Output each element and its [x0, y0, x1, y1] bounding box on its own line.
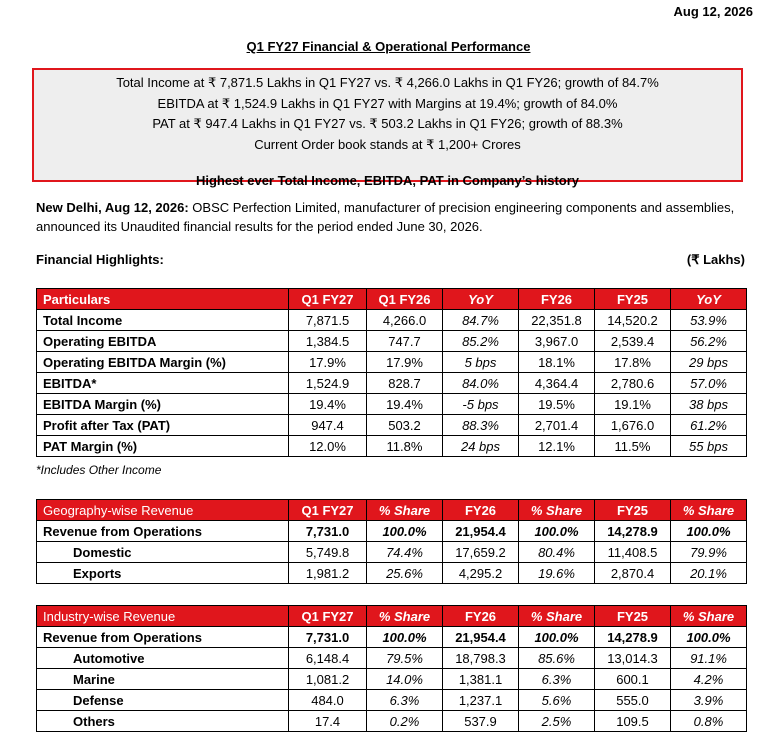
- intro-lead: New Delhi, Aug 12, 2026:: [36, 200, 189, 215]
- table-cell: 2.5%: [519, 711, 595, 732]
- column-header: Q1 FY27: [289, 500, 367, 521]
- table-cell: 100.0%: [367, 627, 443, 648]
- table-cell: 18,798.3: [443, 648, 519, 669]
- highlights-box: [32, 68, 743, 188]
- table-cell: 11.5%: [595, 436, 671, 457]
- row-label: Profit after Tax (PAT): [37, 415, 289, 436]
- table-cell: 25.6%: [367, 563, 443, 584]
- row-label: Marine: [37, 669, 289, 690]
- table-cell: 4.2%: [671, 669, 747, 690]
- financial-table: [36, 288, 747, 457]
- table-cell: 484.0: [289, 690, 367, 711]
- table-cell: 88.3%: [443, 415, 519, 436]
- highlight-line: Total Income at ₹ 7,871.5 Lakhs in Q1 FY27 vs. ₹ 4,266.0 Lakhs in Q1 FY26; growth of 84.7%: [116, 75, 659, 90]
- table-row: [37, 394, 747, 415]
- highlight-line: EBITDA at ₹ 1,524.9 Lakhs in Q1 FY27 with Margins at 19.4%; growth of 84.0%: [157, 95, 618, 111]
- column-header: FY26: [443, 606, 519, 627]
- table-cell: 29 bps: [671, 352, 747, 373]
- row-label: Automotive: [37, 648, 289, 669]
- row-label: Revenue from Operations: [37, 521, 289, 542]
- table-cell: 100.0%: [519, 627, 595, 648]
- table-cell: 20.1%: [671, 563, 747, 584]
- table-cell: 57.0%: [671, 373, 747, 394]
- table-cell: 61.2%: [671, 415, 747, 436]
- row-label: Defense: [37, 690, 289, 711]
- table-cell: 7,731.0: [289, 627, 367, 648]
- table-cell: 80.4%: [519, 542, 595, 563]
- row-label: Exports: [37, 563, 289, 584]
- column-header: FY26: [519, 289, 595, 310]
- table-row: [37, 711, 747, 732]
- table-row: [37, 542, 747, 563]
- column-header: % Share: [671, 606, 747, 627]
- column-header: % Share: [519, 606, 595, 627]
- table-cell: 21,954.4: [443, 627, 519, 648]
- table-cell: 19.4%: [289, 394, 367, 415]
- table-cell: 19.6%: [519, 563, 595, 584]
- table-cell: 109.5: [595, 711, 671, 732]
- table-row: [37, 352, 747, 373]
- column-header: % Share: [367, 606, 443, 627]
- column-header: Q1 FY27: [289, 606, 367, 627]
- table-cell: 85.2%: [443, 331, 519, 352]
- table-cell: 2,539.4: [595, 331, 671, 352]
- column-header: Geography-wise Revenue: [37, 500, 289, 521]
- column-header: YoY: [671, 289, 747, 310]
- column-header: % Share: [519, 500, 595, 521]
- table-cell: 6,148.4: [289, 648, 367, 669]
- highlight-bold-line: Highest ever Total Income, EBITDA, PAT in Company’s history: [195, 173, 580, 188]
- table-cell: 19.4%: [367, 394, 443, 415]
- table-cell: 1,381.1: [443, 669, 519, 690]
- table-cell: 17,659.2: [443, 542, 519, 563]
- table-row: [37, 331, 747, 352]
- table-cell: 0.2%: [367, 711, 443, 732]
- row-label: Operating EBITDA Margin (%): [37, 352, 289, 373]
- table-cell: 13,014.3: [595, 648, 671, 669]
- table-cell: 17.9%: [289, 352, 367, 373]
- table-cell: -5 bps: [443, 394, 519, 415]
- column-header: Particulars: [37, 289, 289, 310]
- table-cell: 4,364.4: [519, 373, 595, 394]
- table-cell: 56.2%: [671, 331, 747, 352]
- table-row: [37, 373, 747, 394]
- column-header: FY26: [443, 500, 519, 521]
- table-cell: 828.7: [367, 373, 443, 394]
- column-header: Industry-wise Revenue: [37, 606, 289, 627]
- table-cell: 17.9%: [367, 352, 443, 373]
- column-header: FY25: [595, 289, 671, 310]
- row-label: Revenue from Operations: [37, 627, 289, 648]
- table-cell: 12.1%: [519, 436, 595, 457]
- row-label: Domestic: [37, 542, 289, 563]
- table-cell: 74.4%: [367, 542, 443, 563]
- table-cell: 1,981.2: [289, 563, 367, 584]
- intro-text: OBSC Perfection Limited, manufacturer of precision engineering components and assemblies, announced its Unaudited financial results for the period ended June 30, 2026.: [36, 200, 735, 234]
- industry-table: [36, 605, 747, 732]
- table-cell: 84.7%: [443, 310, 519, 331]
- highlight-line: PAT at ₹ 947.4 Lakhs in Q1 FY27 vs. ₹ 503.2 Lakhs in Q1 FY26; growth of 88.3%: [152, 116, 623, 131]
- table-cell: 14,278.9: [595, 521, 671, 542]
- table-cell: 17.8%: [595, 352, 671, 373]
- table-cell: 1,676.0: [595, 415, 671, 436]
- table-cell: 747.7: [367, 331, 443, 352]
- unit-label: (₹ Lakhs): [686, 252, 745, 267]
- table-cell: 5.6%: [519, 690, 595, 711]
- table-cell: 6.3%: [367, 690, 443, 711]
- table-header-row: [37, 289, 747, 310]
- document-date: Aug 12, 2026: [673, 4, 753, 19]
- table-cell: 85.6%: [519, 648, 595, 669]
- table-cell: 7,731.0: [289, 521, 367, 542]
- table-cell: 18.1%: [519, 352, 595, 373]
- row-label: EBITDA Margin (%): [37, 394, 289, 415]
- table-cell: 24 bps: [443, 436, 519, 457]
- table-cell: 537.9: [443, 711, 519, 732]
- table-cell: 100.0%: [367, 521, 443, 542]
- financial-highlights-label: Financial Highlights:: [36, 252, 164, 267]
- table-cell: 100.0%: [671, 521, 747, 542]
- table-row: [37, 310, 747, 331]
- table-row: [37, 690, 747, 711]
- table-cell: 17.4: [289, 711, 367, 732]
- table-row: [37, 627, 747, 648]
- table-header-row: [37, 606, 747, 627]
- table-cell: 3,967.0: [519, 331, 595, 352]
- table-cell: 79.9%: [671, 542, 747, 563]
- table-cell: 100.0%: [519, 521, 595, 542]
- row-label: Others: [37, 711, 289, 732]
- document-title: Q1 FY27 Financial & Operational Performance: [246, 39, 531, 54]
- table-cell: 6.3%: [519, 669, 595, 690]
- geography-table: [36, 499, 747, 584]
- table-cell: 12.0%: [289, 436, 367, 457]
- table-row: [37, 563, 747, 584]
- table-cell: 84.0%: [443, 373, 519, 394]
- row-label: EBITDA*: [37, 373, 289, 394]
- table-cell: 503.2: [367, 415, 443, 436]
- table-row: [37, 415, 747, 436]
- table-cell: 19.5%: [519, 394, 595, 415]
- column-header: Q1 FY27: [289, 289, 367, 310]
- table-cell: 1,524.9: [289, 373, 367, 394]
- table-cell: 2,780.6: [595, 373, 671, 394]
- table-cell: 21,954.4: [443, 521, 519, 542]
- table-cell: 4,266.0: [367, 310, 443, 331]
- row-label: Total Income: [37, 310, 289, 331]
- table-row: [37, 521, 747, 542]
- table-cell: 555.0: [595, 690, 671, 711]
- row-label: Operating EBITDA: [37, 331, 289, 352]
- table-cell: 91.1%: [671, 648, 747, 669]
- column-header: YoY: [443, 289, 519, 310]
- table-header-row: [37, 500, 747, 521]
- column-header: % Share: [367, 500, 443, 521]
- table-cell: 100.0%: [671, 627, 747, 648]
- table-cell: 14,278.9: [595, 627, 671, 648]
- table-cell: 947.4: [289, 415, 367, 436]
- table-row: [37, 669, 747, 690]
- column-header: FY25: [595, 606, 671, 627]
- footnote: *Includes Other Income: [36, 463, 162, 477]
- table-row: [37, 436, 747, 457]
- table-cell: 14.0%: [367, 669, 443, 690]
- table-cell: 55 bps: [671, 436, 747, 457]
- table-cell: 11,408.5: [595, 542, 671, 563]
- table-cell: 19.1%: [595, 394, 671, 415]
- table-cell: 5,749.8: [289, 542, 367, 563]
- table-cell: 2,870.4: [595, 563, 671, 584]
- table-cell: 4,295.2: [443, 563, 519, 584]
- table-cell: 38 bps: [671, 394, 747, 415]
- table-cell: 14,520.2: [595, 310, 671, 331]
- table-cell: 79.5%: [367, 648, 443, 669]
- table-cell: 0.8%: [671, 711, 747, 732]
- table-cell: 600.1: [595, 669, 671, 690]
- table-cell: 7,871.5: [289, 310, 367, 331]
- column-header: Q1 FY26: [367, 289, 443, 310]
- table-cell: 11.8%: [367, 436, 443, 457]
- table-cell: 1,081.2: [289, 669, 367, 690]
- table-cell: 1,384.5: [289, 331, 367, 352]
- table-cell: 5 bps: [443, 352, 519, 373]
- column-header: FY25: [595, 500, 671, 521]
- table-cell: 3.9%: [671, 690, 747, 711]
- column-header: % Share: [671, 500, 747, 521]
- table-cell: 2,701.4: [519, 415, 595, 436]
- intro-paragraph: [36, 198, 756, 236]
- table-row: [37, 648, 747, 669]
- table-cell: 53.9%: [671, 310, 747, 331]
- highlight-line: Current Order book stands at ₹ 1,200+ Crores: [254, 136, 521, 152]
- row-label: PAT Margin (%): [37, 436, 289, 457]
- table-cell: 1,237.1: [443, 690, 519, 711]
- table-cell: 22,351.8: [519, 310, 595, 331]
